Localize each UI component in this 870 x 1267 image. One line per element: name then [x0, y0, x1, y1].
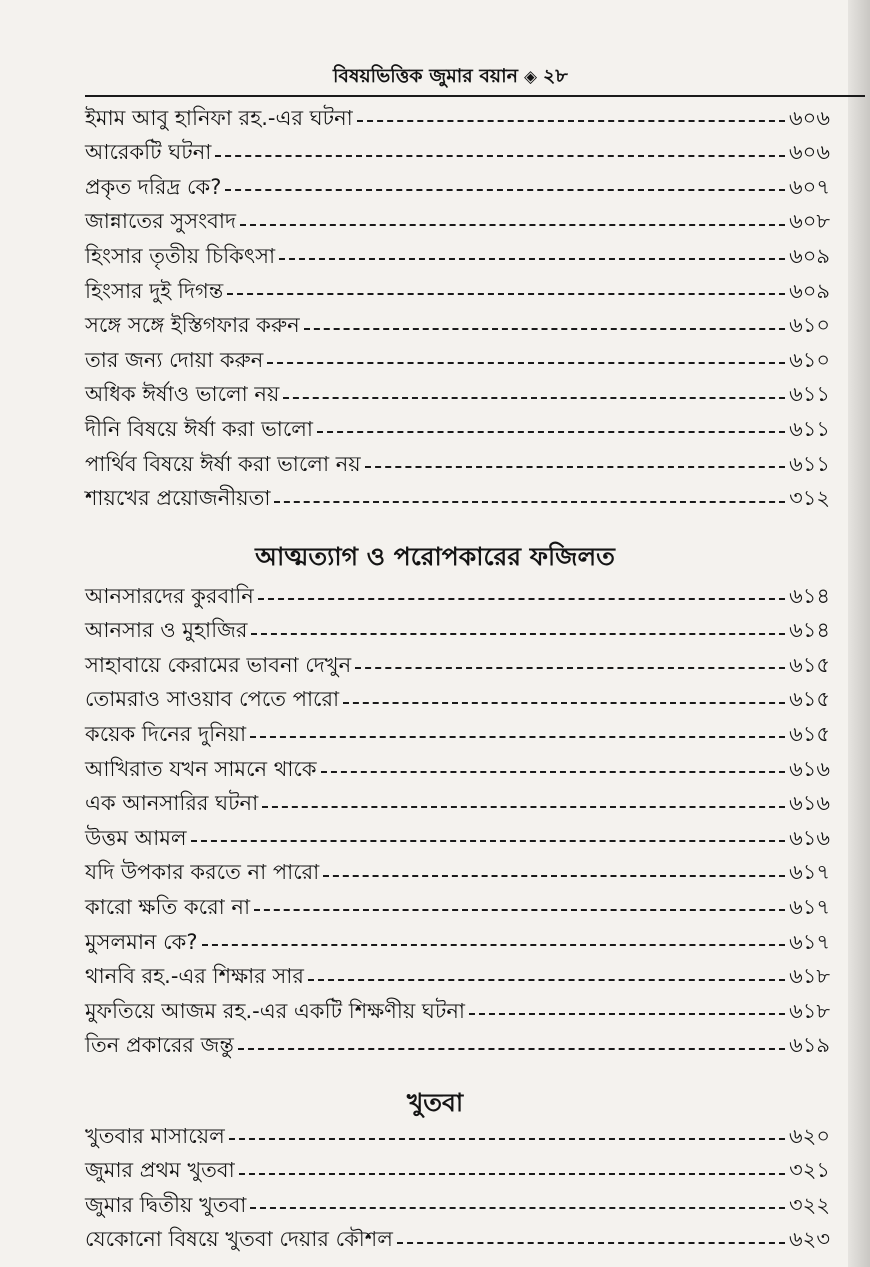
diamond-icon: ◈: [523, 67, 538, 87]
header-page-number: ২৮: [543, 65, 568, 87]
toc-entry-page-number: ৩১২: [789, 486, 830, 511]
toc-entry: [85, 857, 830, 891]
toc-entry-title: অধিক ঈর্ষাও ভালো নয়: [85, 382, 280, 407]
toc-entry-title: জুমার দ্বিতীয় খুতবা: [85, 1192, 247, 1217]
toc-entry-title: আনসারদের কুরবানি: [85, 583, 254, 608]
toc-entry: [85, 1120, 830, 1154]
dot-leader: [239, 1173, 785, 1175]
toc-entry-title: হিংসার তৃতীয় চিকিৎসা: [85, 243, 276, 268]
toc-entry: [85, 275, 830, 309]
toc-entry-page-number: ৬১৭: [789, 929, 830, 954]
dot-leader: [279, 258, 785, 260]
dot-leader: [469, 1013, 785, 1015]
toc-entry: [85, 448, 830, 482]
dot-leader: [225, 189, 785, 191]
toc-entry-page-number: ৬০৭: [789, 174, 830, 199]
toc-entry-title: পার্থিব বিষয়ে ঈর্ষা করা ভালো নয়: [85, 451, 361, 476]
toc-entry-page-number: ৬১৬: [789, 825, 830, 850]
toc-entry-title: যদি উপকার করতে না পারো: [85, 860, 320, 885]
dot-leader: [254, 909, 785, 911]
toc-entry-title: থানবি রহ.-এর শিক্ষার সার: [85, 964, 304, 989]
toc-entry: [85, 206, 830, 240]
toc-entry-title: সাহাবায়ে কেরামের ভাবনা দেখুন: [85, 652, 352, 677]
running-header: [0, 60, 870, 90]
toc-entry: [85, 1224, 830, 1258]
dot-leader: [191, 840, 786, 842]
toc-entry-title: হিংসার দুই দিগন্ত: [85, 278, 224, 303]
toc-entry-title: খুতবার মাসায়েল: [85, 1123, 225, 1148]
dot-leader: [308, 979, 785, 981]
toc-entry: [85, 310, 830, 344]
dot-leader: [304, 328, 785, 330]
dot-leader: [227, 293, 785, 295]
toc-entry: [85, 413, 830, 447]
toc-entry: [85, 718, 830, 752]
dot-leader: [343, 702, 785, 704]
toc-entry-page-number: ৬২০: [789, 1123, 830, 1148]
toc-entry-page-number: ৬১৭: [789, 860, 830, 885]
dot-leader: [240, 224, 785, 226]
toc-entry-page-number: ৬০৯: [789, 243, 830, 268]
dot-leader: [321, 771, 786, 773]
toc-entry: [85, 995, 830, 1029]
toc-entry-page-number: ৬১৭: [789, 894, 830, 919]
toc-entry-title: উত্তম আমল: [85, 825, 187, 850]
toc-entry-page-number: ৬১৮: [789, 964, 830, 989]
toc-entry-title: কারো ক্ষতি করো না: [85, 894, 251, 919]
toc-entry: [85, 788, 830, 822]
toc-entry-title: শায়খের প্রয়োজনীয়তা: [85, 486, 271, 511]
toc-entry: [85, 1155, 830, 1189]
dot-leader: [215, 155, 785, 157]
toc-entry-page-number: ৬১৫: [789, 721, 830, 746]
dot-leader: [274, 501, 785, 503]
toc-entry-title: প্রকৃত দরিদ্র কে?: [85, 174, 222, 199]
section-heading: খুতবা: [406, 1088, 464, 1117]
toc-entry-title: সঙ্গে সঙ্গে ইস্তিগফার করুন: [85, 313, 300, 338]
toc-entry: [85, 102, 830, 136]
dot-leader: [357, 120, 785, 122]
toc-entry: [85, 580, 830, 614]
toc-entry-page-number: ৬১৬: [789, 756, 830, 781]
toc-entry-title: মুসলমান কে?: [85, 929, 198, 954]
dot-leader: [238, 1048, 785, 1050]
toc-entry: [85, 684, 830, 718]
dot-leader: [355, 667, 785, 669]
dot-leader: [258, 598, 785, 600]
dot-leader: [283, 397, 785, 399]
toc-entry-page-number: ৬০৯: [789, 278, 830, 303]
dot-leader: [267, 362, 785, 364]
toc-entry: [85, 1189, 830, 1223]
toc-entry: [85, 171, 830, 205]
toc-entry: [85, 240, 830, 274]
toc-entry-title: আখিরাত যখন সামনে থাকে: [85, 756, 317, 781]
toc-entry-title: দীনি বিষয়ে ঈর্ষা করা ভালো: [85, 416, 313, 441]
toc-entry: [85, 1030, 830, 1064]
toc-entry: [85, 483, 830, 517]
toc-entry-title: জান্নাতের সুসংবাদ: [85, 209, 236, 234]
section-heading: আত্মত্যাগ ও পরোপকারের ফজিলত: [255, 542, 615, 571]
toc-entry-page-number: ৬১০: [789, 313, 830, 338]
toc-entry-page-number: ৬১৫: [789, 687, 830, 712]
header-book-title: বিষয়ভিত্তিক জুমার বয়ান: [333, 65, 518, 87]
toc-entry: [85, 344, 830, 378]
toc-entry-title: জুমার প্রথম খুতবা: [85, 1158, 235, 1183]
toc-entry-title: আনসার ও মুহাজির: [85, 618, 248, 643]
toc-entry-title: তোমরাও সাওয়াব পেতে পারো: [85, 687, 340, 712]
dot-leader: [317, 431, 785, 433]
toc-entry-title: যেকোনো বিষয়ে খুতবা দেয়ার কৌশল: [85, 1227, 393, 1252]
toc-entry: [85, 753, 830, 787]
toc-entry-page-number: ৬১৬: [789, 791, 830, 816]
toc-entry-title: ইমাম আবু হানিফা রহ.-এর ঘটনা: [85, 105, 353, 130]
toc-entry-page-number: ৬১৪: [789, 583, 830, 608]
toc-entry-page-number: ৬১৮: [789, 998, 830, 1023]
toc-entry-title: তিন প্রকারের জন্তু: [85, 1033, 234, 1058]
toc-entry-page-number: ৬০৮: [789, 209, 830, 234]
toc-entry: [85, 137, 830, 171]
toc-entry-page-number: ৬১৪: [789, 618, 830, 643]
toc-entry-page-number: ৬১১: [789, 382, 830, 407]
toc-entry: [85, 891, 830, 925]
dot-leader: [250, 1207, 785, 1209]
toc-entry-page-number: ৩২১: [789, 1158, 830, 1183]
toc-entry: [85, 926, 830, 960]
toc-entry: [85, 615, 830, 649]
toc-entry-page-number: ৬১১: [789, 451, 830, 476]
dot-leader: [397, 1242, 785, 1244]
toc-entry-title: তার জন্য দোয়া করুন: [85, 347, 264, 372]
dot-leader: [365, 466, 785, 468]
dot-leader: [323, 875, 785, 877]
toc-entry: [85, 649, 830, 683]
dot-leader: [250, 736, 785, 738]
header-line: [333, 62, 568, 94]
toc-entry: [85, 379, 830, 413]
dot-leader: [229, 1138, 785, 1140]
toc-entry-title: মুফতিয়ে আজম রহ.-এর একটি শিক্ষণীয় ঘটনা: [85, 998, 465, 1023]
dot-leader: [251, 633, 785, 635]
page-edge-shadow: [848, 0, 870, 1267]
header-rule: [85, 95, 865, 97]
toc-entry-page-number: ৩২২: [789, 1192, 830, 1217]
toc-entry-page-number: ৬১৫: [789, 652, 830, 677]
toc-entry-page-number: ৬২৩: [789, 1227, 830, 1252]
toc-entry: [85, 961, 830, 995]
toc-entry-title: আরেকটি ঘটনা: [85, 140, 212, 165]
toc-entry-title: কয়েক দিনের দুনিয়া: [85, 721, 247, 746]
toc-entry-page-number: ৬০৬: [789, 105, 830, 130]
toc-entry-page-number: ৬১১: [789, 416, 830, 441]
dot-leader: [202, 944, 786, 946]
dot-leader: [262, 806, 785, 808]
toc-entry-title: এক আনসারির ঘটনা: [85, 791, 259, 816]
toc-entry: [85, 822, 830, 856]
toc-entry-page-number: ৬১০: [789, 347, 830, 372]
toc-entry-page-number: ৬০৬: [789, 140, 830, 165]
toc-entry-page-number: ৬১৯: [789, 1033, 830, 1058]
